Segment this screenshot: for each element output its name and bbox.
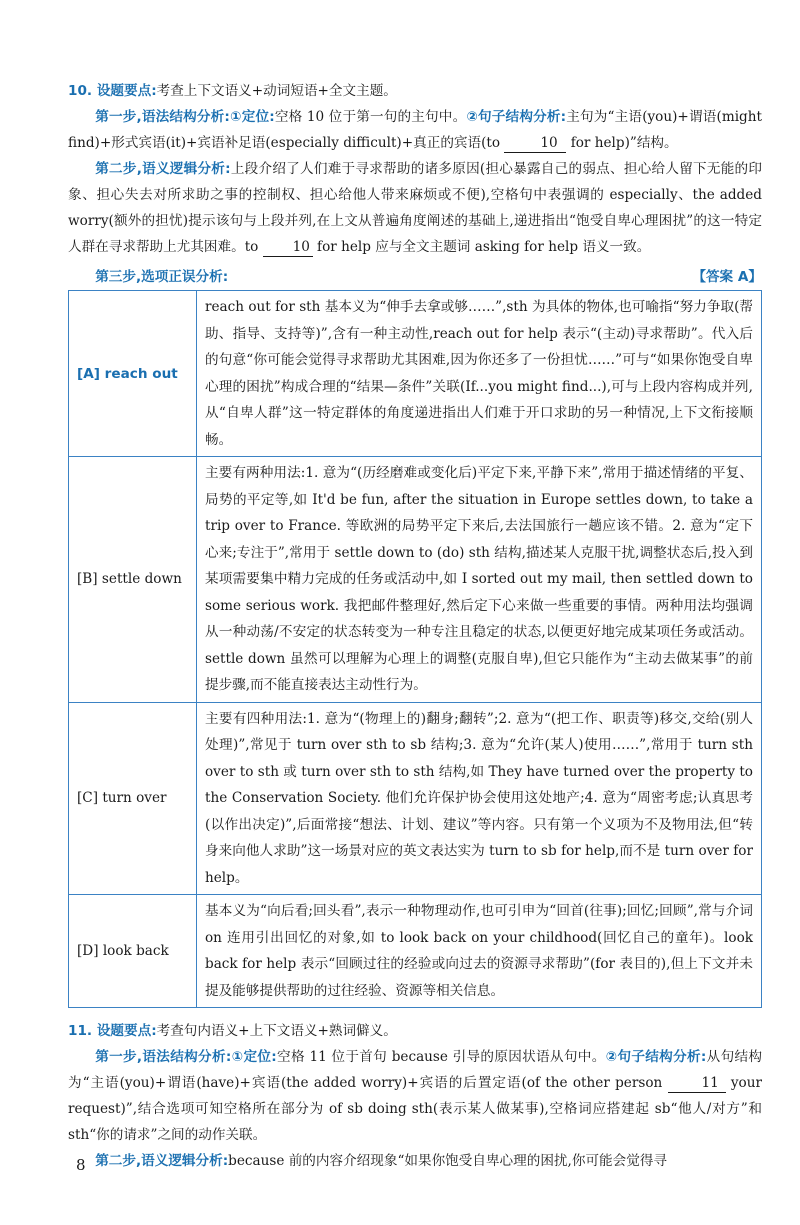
q10-step3-label: 第三步,选项正误分析: — [95, 269, 229, 285]
q10-step2-text-a: 上段介绍了人们难于寻求帮助的诸多原因(担心暴露自己的弱点、担心给人留下无能的印象、担心失去对所求助之事的控制权、担心给他人带来麻烦或不便),空格句中表强调的 especially、the added worry(额外的担忧)提示该句与上段并列,在上文从普遍角度阐述的基础上,递进指出“饱受自卑心理困扰”的这一特定人群在寻求帮助上尤其困难。to — [68, 161, 762, 255]
q10-step1-pos-text: 空格 10 位于第一句的主句中。 — [274, 109, 467, 125]
q11-heading — [68, 1018, 762, 1044]
q10-heading — [68, 78, 762, 104]
q11-step1 — [68, 1044, 762, 1148]
option-desc-d — [197, 895, 762, 1008]
q11-heading-label: 11. 设题要点: — [68, 1023, 157, 1039]
q10-step3-line — [68, 262, 762, 288]
option-label-a: [A] reach out — [69, 291, 197, 457]
q11-heading-text: 考查句内语义+上下文语义+熟词僻义。 — [156, 1023, 397, 1039]
option-label-c: [C] turn over — [69, 702, 197, 895]
option-desc-c — [197, 702, 762, 895]
q11-step1-label: 第一步,语法结构分析: — [95, 1049, 232, 1065]
q10-step2 — [68, 156, 762, 260]
q10-step1-struct-text-a: 主句为“主语(you)+谓语(might find)+形式宾语(it)+宾语补足语(especially difficult)+真正的宾语(to — [68, 109, 762, 151]
q10-step1-struct-text-b: for help)”结构。 — [570, 135, 678, 151]
option-row-d — [69, 895, 762, 1008]
options-table — [68, 290, 762, 1008]
q10-step1-blank: 10 — [504, 134, 566, 153]
option-text-c: 主要有四种用法:1. 意为“(物理上的)翻身;翻转”;2. 意为“(把工作、职责等)移交,交给(别人处理)”,常见于 turn over sth to sb 结构;3. 意为“允许(某人)使用……”,常用于 turn sth over to sth 或 turn over sth to sth 结构,如 They have turned over the property to the Conservation Society. 他们允许保护协会使用这处地产;4. 意为“周密考虑;认真思考(以作出决定)”,后面常接“想法、计划、建议”等内容。只有第一个义项为不及物用法,但“转身来向他人求助”这一场景对应的英文表达实为 turn to sb for help,而不是 turn over for help。 — [205, 710, 753, 886]
q10-step1-struct-label: ②句子结构分析: — [466, 109, 567, 125]
option-row-c — [69, 702, 762, 895]
option-row-a — [69, 291, 762, 457]
q10-heading-text: 考查上下文语义+动词短语+全文主题。 — [156, 83, 397, 99]
option-text-b: 主要有两种用法:1. 意为“(历经磨难或变化后)平定下来,平静下来”,常用于描述情绪的平复、局势的平定等,如 It'd be fun, after the situation in Europe settles down, to take a trip over to France. 等欧洲的局势平定下来后,去法国旅行一趟应该不错。2. 意为“定下心来;专注于”,常用于 settle down to (do) sth 结构,描述某人克服干扰,调整状态后,投入到某项需要集中精力完成的任务或活动中,如 I sorted out my mail, then settled down to some serious work. 我把邮件整理好,然后定下心来做一些重要的事情。两种用法均强调从一种动荡/不安定的状态转变为一种专注且稳定的状态,以便更好地完成某项任务或活动。settle down 虽然可以理解为心理上的调整(克服自卑),但它只能作为“主动去做某事”的前提步骤,而不能直接表达主动性行为。 — [205, 465, 753, 693]
option-text-a: reach out for sth 基本义为“伸手去拿或够……”,sth 为具体的物体,也可喻指“努力争取(帮助、指导、支持等)”,含有一种主动性,reach out for help 表示“(主动)寻求帮助”。代入后的句意“你可能会觉得寻求帮助尤其困难,因为你还多了一份担忧……”可与“如果你饱受自卑心理的困扰”构成合理的“结果—条件”关联(If...you might find...),可与上段内容构成并列,从“自卑人群”这一特定群体的角度递进指出人们难于开口求助的另一种情况,上下文衔接顺畅。 — [205, 299, 753, 448]
q11-step1-pos-text: 空格 11 位于首句 because 引导的原因状语从句中。 — [276, 1049, 606, 1065]
option-text-d: 基本义为“向后看;回头看”,表示一种物理动作,也可引申为“回首(往事);回忆;回顾”,常与介词 on 连用引出回忆的对象,如 to look back on your childhood(回忆自己的童年)。look back for help 表示“回顾过往的经验或向过去的资源寻求帮助”(for 表目的),但上下文并未提及能够提供帮助的过往经验、资源等相关信息。 — [205, 903, 753, 999]
q10-step1 — [68, 104, 762, 156]
q10-step2-blank: 10 — [263, 238, 313, 257]
q11-step2-label: 第二步,语义逻辑分析: — [95, 1153, 229, 1169]
q10-step2-label: 第二步,语义逻辑分析: — [95, 161, 231, 177]
q11-step1-struct-label: ②句子结构分析: — [605, 1049, 707, 1065]
q10-heading-label: 10. 设题要点: — [68, 83, 157, 99]
q11-step2-text-a: because 前的内容介绍现象“如果你饱受自卑心理的困扰,你可能会觉得寻 — [228, 1153, 668, 1169]
option-label-d: [D] look back — [69, 895, 197, 1008]
option-label-b: [B] settle down — [69, 457, 197, 703]
q10-step1-label: 第一步,语法结构分析: — [95, 109, 230, 125]
q11-step1-blank: 11 — [668, 1074, 726, 1093]
q10-step1-pos-label: ①定位: — [229, 109, 275, 125]
option-desc-b — [197, 457, 762, 703]
q10-step2-text-b: for help 应与全文主题词 asking for help 语义一致。 — [317, 239, 651, 255]
page-number: 8 — [76, 1156, 86, 1174]
q11-step1-pos-label: ①定位: — [231, 1049, 277, 1065]
option-desc-a — [197, 291, 762, 457]
q10-answer-badge: 【答案 A】 — [692, 269, 762, 285]
page-content — [68, 78, 762, 1174]
q11-step1-struct-text-b: your request)”,结合选项可知空格所在部分为 of sb doing sth(表示某人做某事),空格词应搭建起 sb“他人/对方”和 sth“你的请求”之间的动作关联。 — [68, 1075, 762, 1143]
q11-step2 — [68, 1148, 762, 1174]
q11-step1-struct-text-a: 从句结构为“主语(you)+谓语(have)+宾语(the added worry)+宾语的后置定语(of the other person — [68, 1049, 763, 1091]
option-row-b — [69, 457, 762, 703]
